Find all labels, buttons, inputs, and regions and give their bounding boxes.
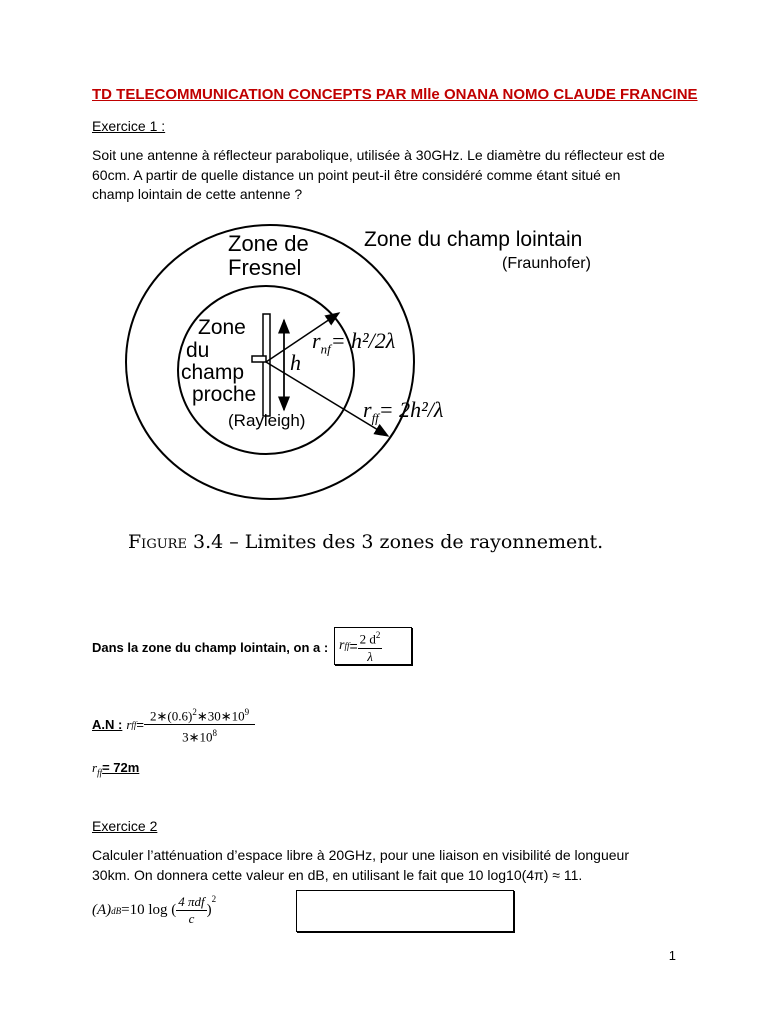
formula-a: (A) (92, 902, 112, 918)
an-num-part-a: 2∗(0.6) (150, 708, 193, 724)
far-field-zone-label: Zone du champ lointain (364, 228, 583, 251)
formula-equals: = (349, 638, 358, 654)
rff-subscript: ff (371, 410, 379, 426)
document-title: TD TELECOMMUNICATION CONCEPTS PAR Mlle ONANA NOMO CLAUDE FRANCINE (92, 86, 698, 103)
an-num-part-b: ∗30∗10 (196, 708, 245, 724)
fresnel-zone-label-line-2: Fresnel (228, 255, 302, 280)
near-zone-word-2: du (186, 339, 210, 362)
figure-caption (128, 531, 603, 553)
an-fraction (144, 704, 255, 746)
rnf-formula (312, 328, 395, 357)
numerical-application (92, 704, 255, 746)
formula-log: =10 log ( (121, 902, 177, 918)
figure-caption-prefix: Figure (128, 531, 187, 553)
near-zone-word-4: proche (192, 383, 257, 406)
rff-symbol: r (363, 397, 372, 422)
exercise-1-line-3: champ lointain de cette antenne ? (92, 186, 303, 202)
formula-close-paren: ) (206, 902, 212, 918)
an-ff-subscript: ff (131, 719, 137, 730)
formula-ff-subscript: ff (344, 641, 350, 651)
formula-r: r (339, 638, 345, 653)
rff-formula (363, 397, 443, 426)
an-den-exp: 8 (212, 728, 218, 739)
exercise-2-line-2: 30km. On donnera cette valeur en dB, en utilisant le fait que 10 log10(4π) ≈ 11. (92, 866, 583, 883)
h-dimension-label: h (290, 350, 301, 375)
fresnel-zone-label-line-1: Zone de (228, 231, 309, 256)
an-equals: = (136, 717, 145, 733)
result-value: = 72m (102, 760, 140, 775)
attenuation-formula (92, 894, 216, 927)
result-line (92, 760, 139, 778)
rnf-equation: = h²/2λ (330, 328, 396, 353)
answer-box[interactable] (296, 890, 514, 932)
rnf-subscript: nf (320, 341, 331, 357)
fresnel-zone-label (228, 232, 309, 280)
exercise-2-heading: Exercice 2 (92, 818, 158, 834)
fraction-denominator: λ (367, 648, 373, 664)
exercise-2-line-1: Calculer l’atténuation d’espace libre à 20GHz, pour une liaison en visibilité de longueur (92, 847, 629, 863)
antenna-feed (252, 356, 266, 362)
antenna-reflector (263, 314, 270, 416)
an-den-part: 3∗10 (182, 729, 213, 745)
exercise-1-line-1: Soit une antenne à réflecteur parabolique, utilisée à 30GHz. Le diamètre du réflecteur est de (92, 147, 665, 163)
page-number: 1 (668, 948, 676, 963)
fraunhofer-label: (Fraunhofer) (502, 255, 591, 272)
result-r-symbol: r (92, 760, 98, 775)
exercise-1-heading: Exercice 1 : (92, 118, 166, 134)
an-r-symbol: r (126, 716, 132, 732)
formula-db-subscript: dB (111, 905, 122, 916)
figure-caption-text: 3.4 – Limites des 3 zones de rayonnement. (186, 531, 604, 553)
near-zone-word-1: Zone (198, 316, 246, 339)
an-num-exp-b: 9 (244, 707, 250, 717)
an-num-exp-a: 2 (192, 707, 197, 717)
far-field-formula-box (334, 627, 412, 665)
exercise-1-line-2: 60cm. A partir de quelle distance un point peut-il être considéré comme étant situé en (92, 166, 621, 183)
formula-fraction (358, 627, 383, 664)
exercise-2-statement (92, 846, 692, 885)
attenuation-fraction (176, 894, 206, 927)
near-zone-word-3: champ (181, 361, 245, 384)
formula-exponent: 2 (211, 894, 217, 904)
rnf-symbol: r (312, 328, 321, 353)
numerical-application-label: A.N : (92, 717, 123, 733)
attenuation-numerator: 4 πdf (178, 894, 205, 909)
result-ff-subscript: ff (97, 767, 103, 778)
fraction-numerator: 2 d (359, 631, 376, 647)
attenuation-denominator: c (188, 911, 195, 926)
rff-equation: = 2h²/λ (378, 397, 444, 422)
fraction-exponent: 2 (375, 630, 381, 641)
rayleigh-label: (Rayleigh) (228, 411, 306, 430)
far-field-intro: Dans la zone du champ lointain, on a : (92, 640, 329, 655)
